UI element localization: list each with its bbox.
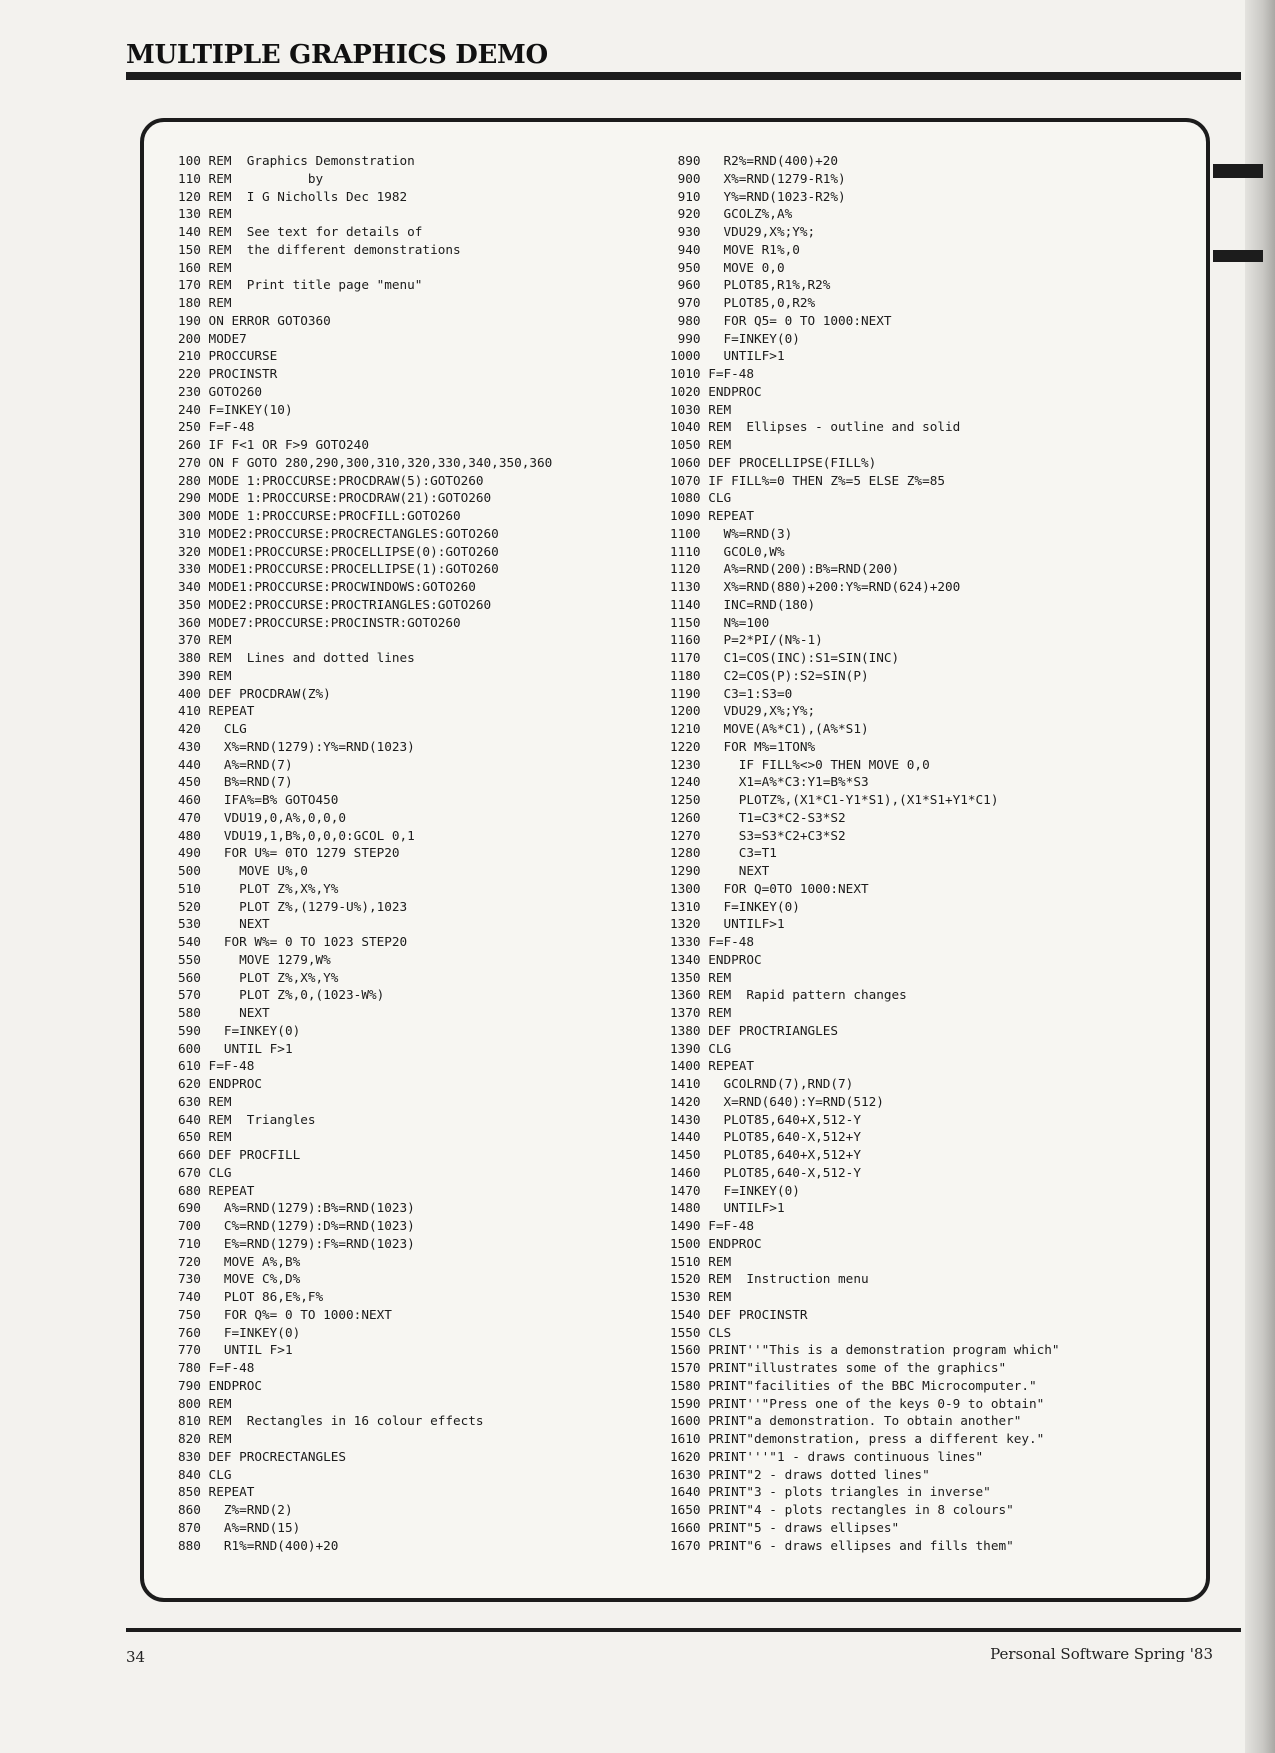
code-line: 1300 FOR Q=0TO 1000:NEXT (670, 880, 869, 896)
code-line: 790 ENDPROC (178, 1377, 263, 1393)
code-line: 190 ON ERROR GOTO360 (178, 312, 331, 328)
code-line: 690 A%=RND(1279):B%=RND(1023) (178, 1200, 415, 1216)
code-line: 950 MOVE 0,0 (670, 259, 785, 275)
code-line: 660 DEF PROCFILL (178, 1147, 301, 1162)
listing-left-column (178, 152, 658, 1554)
code-line: 600 UNTIL F>1 (178, 1040, 293, 1056)
code-line: 240 F=INKEY(10) (178, 401, 293, 417)
code-line: 340 MODE1:PROCCURSE:PROCWINDOWS:GOTO260 (178, 579, 476, 594)
code-line: 700 C%=RND(1279):D%=RND(1023) (178, 1218, 415, 1233)
code-line: 1130 X%=RND(880)+200:Y%=RND(624)+200 (670, 579, 961, 594)
code-line: 360 MODE7:PROCCURSE:PROCINSTR:GOTO260 (178, 614, 461, 630)
code-line: 1160 P=2*PI/(N%-1) (670, 632, 823, 648)
code-line: 610 F=F-48 (178, 1058, 255, 1074)
code-line: 580 NEXT (178, 1005, 270, 1020)
code-line: 260 IF F<1 OR F>9 GOTO240 (178, 437, 369, 452)
code-line: 1480 UNTILF>1 (670, 1200, 785, 1216)
code-line: 930 VDU29,X%;Y%; (670, 224, 816, 239)
code-line: 1470 F=INKEY(0) (670, 1182, 800, 1198)
code-line: 830 DEF PROCRECTANGLES (178, 1448, 347, 1464)
code-line: 1290 NEXT (670, 863, 770, 878)
code-line: 110 REM by (178, 170, 324, 186)
code-line: 1030 REM (670, 401, 732, 417)
code-line: 250 F=F-48 (178, 419, 255, 435)
edge-tab-top (1213, 164, 1263, 178)
code-line: 1570 PRINT"illustrates some of the graphics" (670, 1360, 1007, 1375)
code-line: 920 GCOLZ%,A% (670, 206, 793, 222)
code-line: 160 REM (178, 259, 232, 275)
code-line: 170 REM Print title page "menu" (178, 277, 423, 293)
code-line: 1330 F=F-48 (670, 934, 755, 949)
code-line: 680 REPEAT (178, 1182, 255, 1198)
code-line: 1460 PLOT85,640-X,512-Y (670, 1164, 861, 1180)
code-line: 1110 GCOL0,W% (670, 543, 785, 559)
code-line: 520 PLOT Z%,(1279-U%),1023 (178, 898, 408, 914)
code-line: 1350 REM (670, 969, 732, 985)
code-line: 840 CLG (178, 1466, 232, 1482)
code-line: 290 MODE 1:PROCCURSE:PROCDRAW(21):GOTO260 (178, 490, 492, 506)
code-line: 1530 REM (670, 1289, 732, 1304)
code-line: 480 VDU19,1,B%,0,0,0:GCOL 0,1 (178, 827, 415, 843)
code-line: 1520 REM Instruction menu (670, 1271, 869, 1287)
code-line: 650 REM (178, 1129, 232, 1145)
code-line: 1170 C1=COS(INC):S1=SIN(INC) (670, 650, 900, 665)
code-line: 550 MOVE 1279,W% (178, 951, 331, 967)
code-line: 540 FOR W%= 0 TO 1023 STEP20 (178, 934, 408, 949)
code-line: 300 MODE 1:PROCCURSE:PROCFILL:GOTO260 (178, 508, 461, 523)
code-line: 860 Z%=RND(2) (178, 1502, 293, 1517)
code-line: 530 NEXT (178, 916, 270, 932)
code-line: 220 PROCINSTR (178, 366, 278, 381)
code-line: 140 REM See text for details of (178, 224, 423, 239)
code-line: 460 IFA%=B% GOTO450 (178, 792, 339, 807)
code-line: 990 F=INKEY(0) (670, 330, 800, 346)
page-edge-shadow (1245, 0, 1275, 1753)
code-line: 1540 DEF PROCINSTR (670, 1306, 808, 1322)
code-line: 760 F=INKEY(0) (178, 1324, 301, 1340)
code-line: 810 REM Rectangles in 16 colour effects (178, 1413, 484, 1429)
code-line: 560 PLOT Z%,X%,Y% (178, 969, 339, 985)
header-rule (126, 72, 1241, 80)
code-line: 1650 PRINT"4 - plots rectangles in 8 colours" (670, 1502, 1014, 1517)
code-line: 890 R2%=RND(400)+20 (670, 153, 839, 168)
code-line: 450 B%=RND(7) (178, 774, 293, 790)
code-line: 1590 PRINT''"Press one of the keys 0-9 to obtain" (670, 1395, 1045, 1411)
code-line: 720 MOVE A%,B% (178, 1253, 301, 1269)
code-line: 1010 F=F-48 (670, 366, 755, 381)
code-line: 1060 DEF PROCELLIPSE(FILL%) (670, 454, 877, 470)
code-line: 970 PLOT85,0,R2% (670, 295, 816, 310)
code-line: 1070 IF FILL%=0 THEN Z%=5 ELSE Z%=85 (670, 472, 945, 488)
code-line: 770 UNTIL F>1 (178, 1342, 293, 1358)
code-line: 1550 CLS (670, 1324, 732, 1340)
code-line: 800 REM (178, 1395, 232, 1411)
code-line: 430 X%=RND(1279):Y%=RND(1023) (178, 738, 415, 754)
code-line: 1500 ENDPROC (670, 1235, 762, 1251)
code-line: 440 A%=RND(7) (178, 756, 293, 772)
code-line: 1400 REPEAT (670, 1058, 755, 1074)
code-line: 1230 IF FILL%<>0 THEN MOVE 0,0 (670, 756, 930, 772)
code-line: 1510 REM (670, 1253, 732, 1269)
code-line: 710 E%=RND(1279):F%=RND(1023) (178, 1235, 415, 1251)
code-line: 940 MOVE R1%,0 (670, 241, 800, 257)
code-line: 910 Y%=RND(1023-R2%) (670, 188, 846, 204)
code-line: 1050 REM (670, 437, 732, 452)
code-line: 640 REM Triangles (178, 1111, 316, 1127)
code-line: 400 DEF PROCDRAW(Z%) (178, 685, 331, 701)
code-line: 1580 PRINT"facilities of the BBC Microcomputer." (670, 1377, 1037, 1393)
code-line: 330 MODE1:PROCCURSE:PROCELLIPSE(1):GOTO260 (178, 561, 499, 577)
code-line: 200 MODE7 (178, 330, 247, 346)
code-line: 1560 PRINT''"This is a demonstration program which" (670, 1342, 1060, 1358)
code-line: 180 REM (178, 295, 232, 310)
code-line: 1600 PRINT"a demonstration. To obtain another" (670, 1413, 1022, 1429)
code-line: 1100 W%=RND(3) (670, 525, 793, 541)
code-line: 1610 PRINT"demonstration, press a different key." (670, 1431, 1045, 1446)
listing-right-column (670, 152, 1210, 1554)
code-line: 1280 C3=T1 (670, 845, 777, 861)
code-line: 780 F=F-48 (178, 1360, 255, 1375)
code-line: 1450 PLOT85,640+X,512+Y (670, 1147, 861, 1162)
code-line: 420 CLG (178, 721, 247, 736)
code-line: 1020 ENDPROC (670, 383, 762, 399)
page-number: 34 (126, 1648, 146, 1666)
code-line: 590 F=INKEY(0) (178, 1022, 301, 1038)
code-line: 1630 PRINT"2 - draws dotted lines" (670, 1466, 930, 1482)
code-line: 880 R1%=RND(400)+20 (178, 1537, 339, 1553)
code-line: 350 MODE2:PROCCURSE:PROCTRIANGLES:GOTO260 (178, 596, 492, 612)
page-title: MULTIPLE GRAPHICS DEMO (126, 40, 548, 70)
code-line: 210 PROCCURSE (178, 348, 278, 364)
code-line: 1150 N%=100 (670, 614, 770, 630)
code-line: 670 CLG (178, 1164, 232, 1180)
code-line: 390 REM (178, 667, 232, 683)
code-line: 410 REPEAT (178, 703, 255, 719)
code-line: 1340 ENDPROC (670, 951, 762, 967)
code-line: 150 REM the different demonstrations (178, 241, 461, 257)
code-line: 490 FOR U%= 0TO 1279 STEP20 (178, 845, 400, 861)
code-line: 280 MODE 1:PROCCURSE:PROCDRAW(5):GOTO260 (178, 472, 484, 488)
code-line: 630 REM (178, 1093, 232, 1109)
code-line: 1320 UNTILF>1 (670, 916, 785, 932)
code-line: 620 ENDPROC (178, 1076, 263, 1091)
code-line: 1240 X1=A%*C3:Y1=B%*S3 (670, 774, 869, 790)
code-line: 1640 PRINT"3 - plots triangles in inverse" (670, 1484, 991, 1500)
code-line: 740 PLOT 86,E%,F% (178, 1289, 324, 1304)
code-line: 130 REM (178, 206, 232, 222)
code-line: 1430 PLOT85,640+X,512-Y (670, 1111, 861, 1127)
code-line: 960 PLOT85,R1%,R2% (670, 277, 831, 293)
code-line: 1670 PRINT"6 - draws ellipses and fills them" (670, 1537, 1014, 1553)
code-line: 570 PLOT Z%,0,(1023-W%) (178, 987, 385, 1003)
code-line: 470 VDU19,0,A%,0,0,0 (178, 809, 347, 825)
code-line: 850 REPEAT (178, 1484, 255, 1500)
code-line: 310 MODE2:PROCCURSE:PROCRECTANGLES:GOTO260 (178, 525, 499, 541)
code-line: 1310 F=INKEY(0) (670, 898, 800, 914)
code-line: 1360 REM Rapid pattern changes (670, 987, 907, 1003)
code-line: 1140 INC=RND(180) (670, 596, 816, 612)
code-line: 100 REM Graphics Demonstration (178, 153, 415, 168)
code-line: 1120 A%=RND(200):B%=RND(200) (670, 561, 900, 577)
code-line: 1090 REPEAT (670, 508, 755, 523)
code-line: 1180 C2=COS(P):S2=SIN(P) (670, 667, 869, 683)
code-line: 1080 CLG (670, 490, 732, 506)
code-line: 1410 GCOLRND(7),RND(7) (670, 1076, 854, 1091)
code-line: 1660 PRINT"5 - draws ellipses" (670, 1519, 900, 1535)
code-line: 750 FOR Q%= 0 TO 1000:NEXT (178, 1306, 392, 1322)
code-line: 1620 PRINT'''"1 - draws continuous lines" (670, 1448, 984, 1464)
footer-rule (126, 1628, 1241, 1632)
edge-tab-bottom (1213, 250, 1263, 262)
code-line: 500 MOVE U%,0 (178, 863, 308, 878)
code-line: 730 MOVE C%,D% (178, 1271, 301, 1287)
code-line: 1440 PLOT85,640-X,512+Y (670, 1129, 861, 1145)
code-line: 230 GOTO260 (178, 383, 263, 399)
code-line: 820 REM (178, 1431, 232, 1446)
code-line: 1040 REM Ellipses - outline and solid (670, 419, 961, 435)
code-line: 1190 C3=1:S3=0 (670, 685, 793, 701)
code-line: 120 REM I G Nicholls Dec 1982 (178, 188, 408, 204)
code-line: 1220 FOR M%=1TON% (670, 738, 816, 754)
code-line: 1000 UNTILF>1 (670, 348, 785, 364)
code-line: 1390 CLG (670, 1040, 732, 1056)
code-line: 370 REM (178, 632, 232, 648)
code-line: 1420 X=RND(640):Y=RND(512) (670, 1093, 884, 1109)
code-line: 270 ON F GOTO 280,290,300,310,320,330,340,350,360 (178, 454, 553, 470)
code-line: 320 MODE1:PROCCURSE:PROCELLIPSE(0):GOTO260 (178, 543, 499, 559)
code-line: 1380 DEF PROCTRIANGLES (670, 1022, 839, 1038)
code-line: 1250 PLOTZ%,(X1*C1-Y1*S1),(X1*S1+Y1*C1) (670, 792, 999, 807)
code-line: 1210 MOVE(A%*C1),(A%*S1) (670, 721, 869, 736)
code-line: 1270 S3=S3*C2+C3*S2 (670, 827, 846, 843)
code-line: 980 FOR Q5= 0 TO 1000:NEXT (670, 312, 892, 328)
code-line: 380 REM Lines and dotted lines (178, 650, 415, 665)
code-line: 1490 F=F-48 (670, 1218, 755, 1233)
code-line: 900 X%=RND(1279-R1%) (670, 170, 846, 186)
code-line: 510 PLOT Z%,X%,Y% (178, 880, 339, 896)
code-line: 870 A%=RND(15) (178, 1519, 301, 1535)
code-line: 1260 T1=C3*C2-S3*S2 (670, 809, 846, 825)
code-line: 1370 REM (670, 1005, 732, 1020)
code-line: 1200 VDU29,X%;Y%; (670, 703, 816, 719)
publication-name: Personal Software Spring '83 (990, 1645, 1213, 1663)
